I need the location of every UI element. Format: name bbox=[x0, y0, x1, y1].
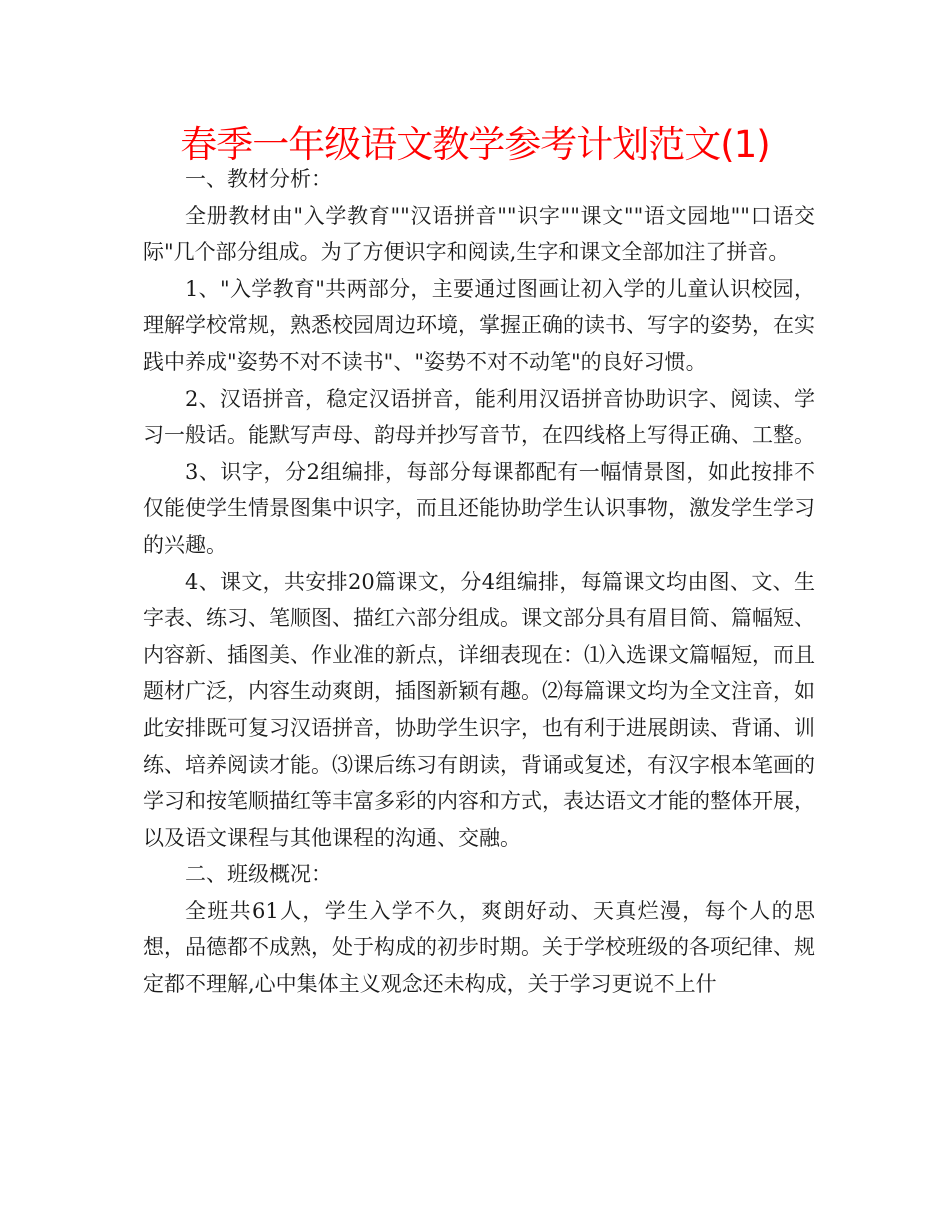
paragraph-literacy: 3、识字，分2组编排，每部分每课都配有一幅情景图，如此按排不仅能使学生情景图集中识字，而且还能协助学生认识事物，激发学生学习的兴趣。 bbox=[143, 459, 815, 557]
section-heading-class-overview: 二、班级概况： bbox=[185, 862, 332, 887]
paragraph-textbook-overview: 全册教材由"入学教育""汉语拼音""识字""课文""语文园地""口语交际"几个部分组成。为了方便识字和阅读,生字和课文全部加注了拼音。 bbox=[143, 203, 815, 265]
paragraph-texts: 4、课文，共安排20篇课文，分4组编排，每篇课文均由图、文、生字表、练习、笔顺图、描红六部分组成。课文部分具有眉目简、篇幅短、内容新、插图美、作业准的新点，详细表现在：⑴入选课文篇幅短，而且题材广泛，内容生动爽朗，插图新颖有趣。⑵每篇课文均为全文注音，如此安排既可复习汉语拼音，协助学生识字，也有利于进展朗读、背诵、训练、培养阅读才能。⑶课后练习有朗读，背诵或复述，有汉字根本笔画的学习和按笔顺描红等丰富多彩的内容和方式，表达语文才能的整体开展，以及语文课程与其他课程的沟通、交融。 bbox=[143, 569, 815, 850]
section-heading-textbook-analysis: 一、教材分析： bbox=[185, 167, 332, 191]
paragraph-enrollment-education: 1、"入学教育"共两部分，主要通过图画让初入学的儿童认识校园，理解学校常规，熟悉校园周边环境，掌握正确的读书、写字的姿势，在实践中养成"姿势不对不读书"、"姿势不对不动笔"的良好习惯。 bbox=[143, 276, 815, 374]
document-title: 春季一年级语文教学参考计划范文(1) bbox=[180, 123, 770, 166]
document-body bbox=[143, 161, 815, 1003]
paragraph-pinyin: 2、汉语拼音，稳定汉语拼音，能利用汉语拼音协助识字、阅读、学习一般话。能默写声母、韵母并抄写音节，在四线格上写得正确、工整。 bbox=[143, 386, 815, 448]
paragraph-class-overview: 全班共61人，学生入学不久，爽朗好动、天真烂漫，每个人的思想，品德都不成熟，处于构成的初步时期。关于学校班级的各项纪律、规定都不理解,心中集体主义观念还未构成，关于学习更说不上什 bbox=[143, 898, 815, 997]
